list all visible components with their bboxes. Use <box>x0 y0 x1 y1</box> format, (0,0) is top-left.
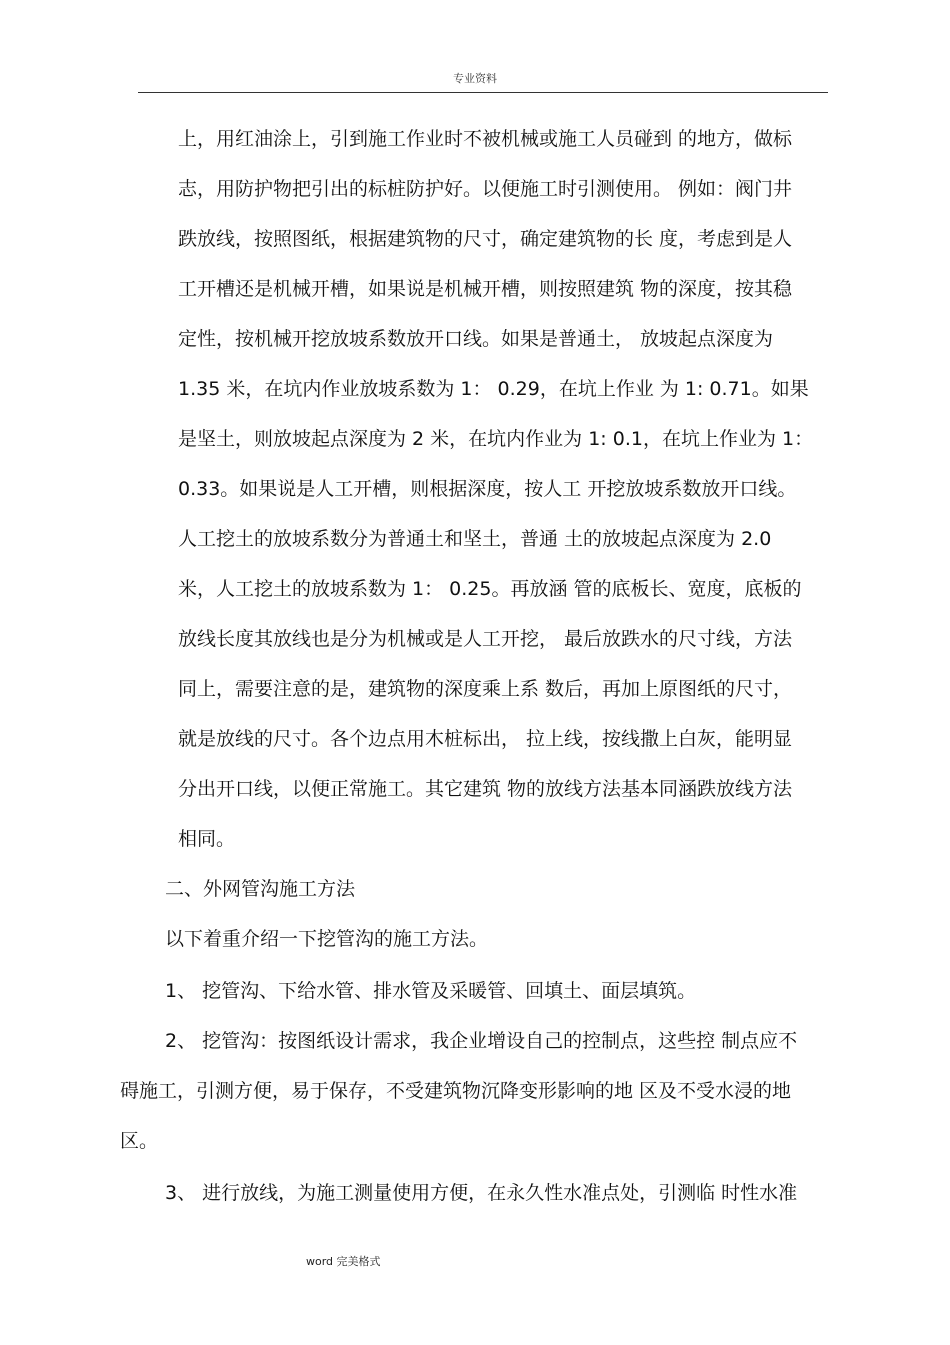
paragraph-line: 0.33。如果说是人工开槽，则根据深度，按人工 开挖放坡系数放开口线。 <box>178 478 797 500</box>
paragraph-line: 定性，按机械开挖放坡系数放开口线。如果是普通土， 放坡起点深度为 <box>178 328 774 350</box>
paragraph-line: 同上，需要注意的是，建筑物的深度乘上系 数后，再加上原图纸的尺寸， <box>178 678 793 700</box>
paragraph-line: 以下着重介绍一下挖管沟的施工方法。 <box>165 928 489 950</box>
paragraph-line: 跌放线，按照图纸，根据建筑物的尺寸，确定建筑物的长 度，考虑到是人 <box>178 228 793 250</box>
paragraph-line: 1.35 米，在坑内作业放坡系数为 1： 0.29，在坑上作业 为 1: 0.71。如果 <box>178 378 809 400</box>
list-item: 1、 挖管沟、下给水管、排水管及采暖管、回填土、面层填筑。 <box>165 980 697 1002</box>
paragraph-line: 志，用防护物把引出的标桩防护好。以便施工时引测使用。 例如：阀门井 <box>178 178 793 200</box>
paragraph-line: 工开槽还是机械开槽，如果说是机械开槽，则按照建筑 物的深度，按其稳 <box>178 278 793 300</box>
page-footer: word 完美格式 <box>306 1255 381 1268</box>
paragraph-line: 分出开口线，以便正常施工。其它建筑 物的放线方法基本同涵跌放线方法 <box>178 778 793 800</box>
paragraph-line: 是坚土，则放坡起点深度为 2 米，在坑内作业为 1: 0.1，在坑上作业为 1： <box>178 428 814 450</box>
paragraph-line: 就是放线的尺寸。各个边点用木桩标出， 拉上线，按线撒上白灰，能明显 <box>178 728 793 750</box>
paragraph-line: 米，人工挖土的放坡系数为 1： 0.25。再放涵 管的底板长、宽度，底板的 <box>178 578 802 600</box>
paragraph-line: 相同。 <box>178 828 236 850</box>
paragraph-line: 碍施工，引测方便，易于保存，不受建筑物沉降变形影响的地 区及不受水浸的地 <box>120 1080 792 1102</box>
list-item: 2、 挖管沟：按图纸设计需求，我企业增设自己的控制点，这些控 制点应不 <box>165 1030 798 1052</box>
section-heading: 二、外网管沟施工方法 <box>165 878 356 900</box>
list-item: 3、 进行放线，为施工测量使用方便，在永久性水准点处，引测临 时性水准 <box>165 1182 798 1204</box>
paragraph-line: 人工挖土的放坡系数分为普通土和坚土，普通 土的放坡起点深度为 2.0 <box>178 528 772 550</box>
page-header: 专业资料 <box>453 72 497 85</box>
paragraph-line: 上，用红油涂上，引到施工作业时不被机械或施工人员碰到 的地方，做标 <box>178 128 793 150</box>
paragraph-line: 放线长度其放线也是分为机械或是人工开挖， 最后放跌水的尺寸线，方法 <box>178 628 793 650</box>
header-divider <box>138 92 828 93</box>
paragraph-line: 区。 <box>120 1130 159 1152</box>
